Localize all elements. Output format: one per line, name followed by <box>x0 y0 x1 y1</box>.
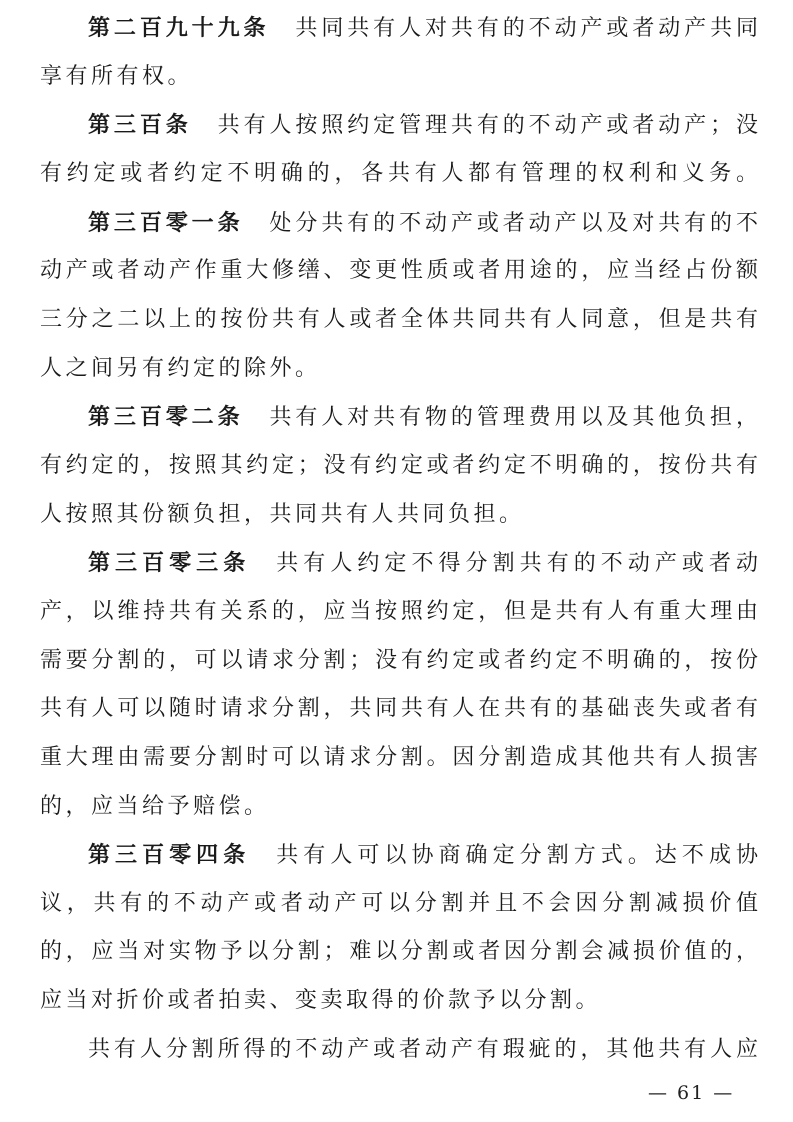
article-text: 共有人约定不得分割共有的不动产或者动 <box>276 551 758 577</box>
article-299-line <box>40 4 758 53</box>
article-text: 动产或者动产作重大修缮、变更性质或者用途的，应当经占份额 <box>40 258 758 284</box>
article-304-line <box>40 831 758 880</box>
article-heading: 第三百零一条 <box>88 209 244 236</box>
article-text: 享有所有权。 <box>40 63 194 89</box>
article-301-line <box>40 199 758 248</box>
article-text: 的，应当给予赔偿。 <box>40 793 270 819</box>
article-302-line <box>40 393 758 442</box>
article-text: 议，共有的不动产或者动产可以分割并且不会因分割减损价值 <box>40 890 758 916</box>
article-heading: 第三百零四条 <box>88 842 251 869</box>
article-text: 需要分割的，可以请求分割；没有约定或者约定不明确的，按份 <box>40 647 758 673</box>
article-text: 共有人按照约定管理共有的不动产或者动产；没 <box>217 113 758 139</box>
article-text: 共同共有人对共有的不动产或者动产共同 <box>295 16 758 41</box>
article-text: 三分之二以上的按份共有人或者全体共同共有人同意，但是共有 <box>40 306 758 332</box>
continuation-paragraph: 共有人分割所得的不动产或者动产有瑕疵的，其他共有人应 <box>88 1036 758 1062</box>
article-text: 共有人可以协商确定分割方式。达不成协 <box>276 843 758 869</box>
article-heading: 第三百零二条 <box>88 404 244 431</box>
article-300-line <box>40 101 758 150</box>
article-text: 人之间另有约定的除外。 <box>40 355 321 381</box>
document-page <box>40 4 758 1074</box>
article-text: 共有人对共有物的管理费用以及其他负担， <box>269 405 758 431</box>
article-text: 有约定的，按照其约定；没有约定或者约定不明确的，按份共有 <box>40 452 758 478</box>
article-heading: 第三百条 <box>88 112 192 139</box>
article-text: 应当对折价或者拍卖、变卖取得的价款予以分割。 <box>40 988 602 1014</box>
article-text: 重大理由需要分割时可以请求分割。因分割造成其他共有人损害 <box>40 744 758 770</box>
article-heading: 第二百九十九条 <box>88 15 270 41</box>
article-text: 的，应当对实物予以分割；难以分割或者因分割会减损价值的， <box>40 939 758 965</box>
article-text: 人按照其份额负担，共同共有人共同负担。 <box>40 501 525 527</box>
article-303-line <box>40 539 758 588</box>
page-number: — 61 — <box>648 1082 735 1104</box>
article-text: 有约定或者约定不明确的，各共有人都有管理的权利和义务。 <box>40 160 758 186</box>
article-heading: 第三百零三条 <box>88 550 251 577</box>
article-text: 处分共有的不动产或者动产以及对共有的不 <box>269 210 758 236</box>
article-text: 共有人可以随时请求分割，共同共有人在共有的基础丧失或者有 <box>40 696 758 722</box>
article-text: 产，以维持共有关系的，应当按照约定，但是共有人有重大理由 <box>40 598 758 624</box>
